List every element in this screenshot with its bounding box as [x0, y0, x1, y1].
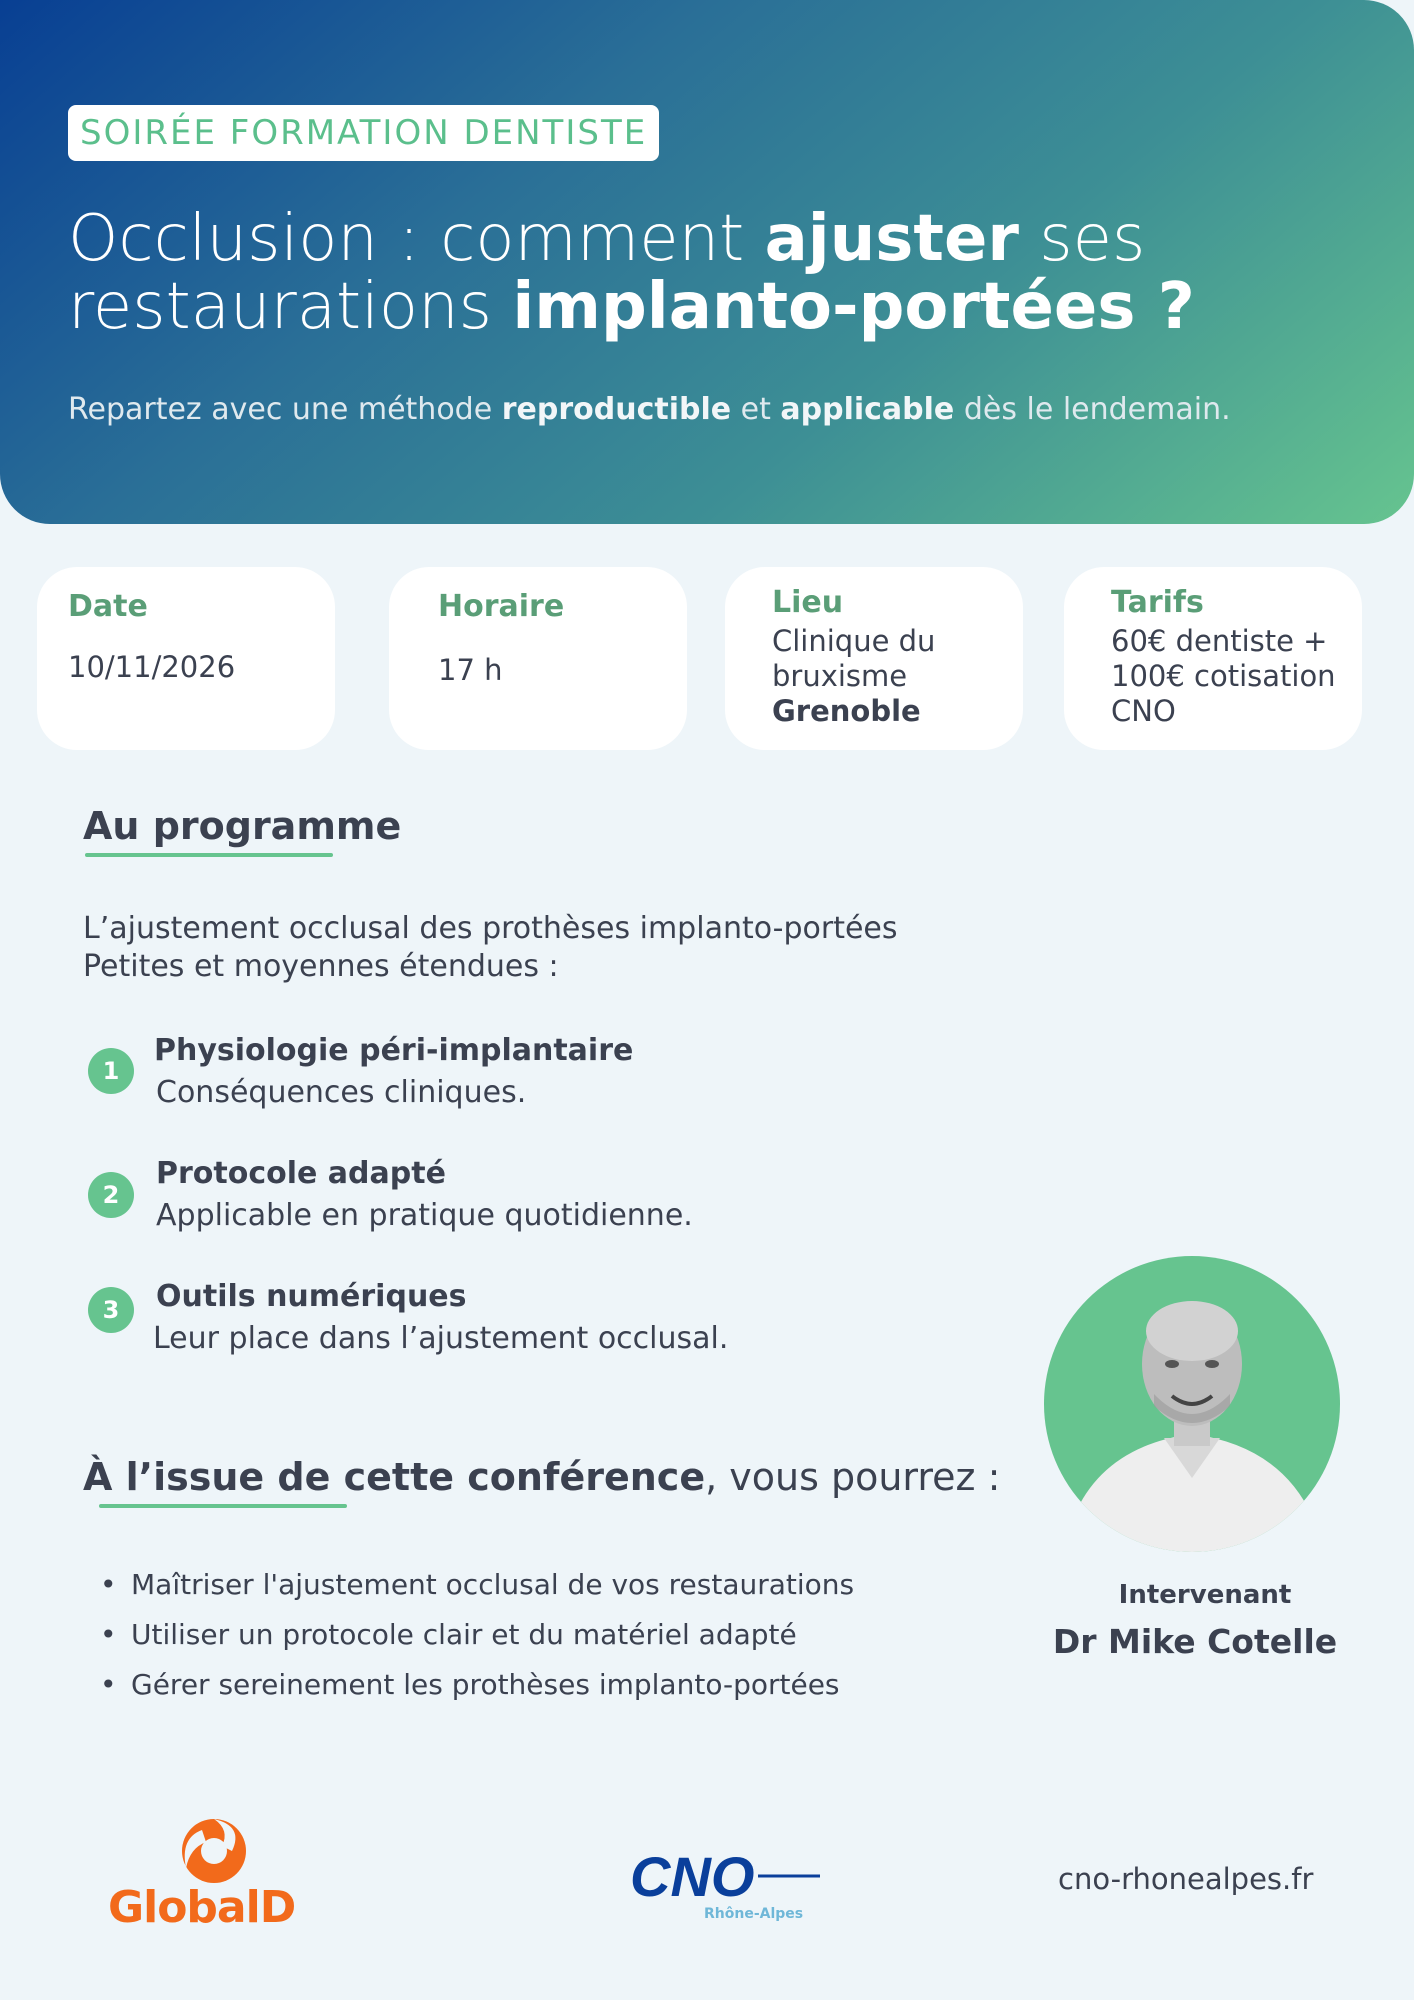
outcomes-list	[100, 1565, 854, 1715]
time-card	[389, 567, 687, 750]
event-subtitle	[68, 390, 1388, 430]
place-line: bruxisme	[772, 659, 908, 693]
place-line: Clinique du	[772, 624, 936, 658]
subtitle-part: et	[731, 392, 781, 427]
hero-banner	[0, 0, 1414, 524]
program-title-underline	[85, 853, 333, 857]
place-value	[772, 624, 935, 729]
website-link[interactable]: cno-rhonealpes.fr	[1058, 1862, 1314, 1896]
global-d-logo-icon	[174, 1816, 254, 1886]
title-part: restaurations	[68, 270, 513, 344]
price-line: 100€ cotisation	[1111, 659, 1336, 693]
subtitle-part: dès le lendemain.	[954, 392, 1231, 427]
event-title	[68, 202, 1368, 344]
event-type-tag: SOIRÉE FORMATION DENTISTE	[68, 105, 659, 161]
title-part: ses	[1018, 202, 1146, 276]
price-card	[1064, 567, 1362, 750]
place-label: Lieu	[772, 585, 844, 620]
step-title-2: Protocole adapté	[156, 1156, 446, 1191]
subtitle-emphasis: applicable	[780, 392, 955, 427]
outcomes-title	[83, 1455, 1000, 1499]
price-line: 60€ dentiste +	[1111, 624, 1328, 658]
speaker-name: Dr Mike Cotelle	[1052, 1622, 1338, 1661]
program-title: Au programme	[83, 804, 402, 848]
outcomes-title-bold: À l’issue de cette conférence	[83, 1455, 706, 1499]
title-emphasis: implanto-portées ?	[512, 270, 1195, 344]
step-number-2: 2	[88, 1172, 134, 1218]
intro-line: Petites et moyennes étendues :	[83, 949, 559, 984]
outcomes-title-rest: , vous pourrez :	[705, 1455, 1001, 1499]
intro-line: L’ajustement occlusal des prothèses implanto-portées	[83, 911, 898, 946]
list-item: • Gérer sereinement les prothèses implanto-portées	[100, 1665, 854, 1715]
place-city: Grenoble	[772, 694, 921, 728]
global-d-logo	[108, 1816, 318, 1936]
title-part: Occlusion : comment	[68, 202, 765, 276]
step-desc-3: Leur place dans l’ajustement occlusal.	[153, 1321, 729, 1356]
date-value: 10/11/2026	[68, 650, 236, 684]
time-label: Horaire	[438, 589, 565, 624]
time-value: 17 h	[438, 653, 503, 687]
subtitle-emphasis: reproductible	[501, 392, 732, 427]
program-intro	[83, 910, 898, 986]
list-item: • Maîtriser l'ajustement occlusal de vos restaurations	[100, 1565, 854, 1615]
speaker-photo	[1044, 1256, 1340, 1552]
title-emphasis: ajuster	[764, 202, 1019, 276]
cno-logo-mark	[628, 1846, 828, 1908]
step-number-1: 1	[88, 1048, 134, 1094]
price-value	[1111, 624, 1336, 729]
subtitle-part: Repartez avec une méthode	[68, 392, 502, 427]
step-title-1: Physiologie péri-implantaire	[154, 1033, 634, 1068]
speaker-label: Intervenant	[1118, 1580, 1292, 1610]
cno-logo-text: CNO	[630, 1846, 755, 1908]
list-item: • Utiliser un protocole clair et du matériel adapté	[100, 1615, 854, 1665]
price-line: CNO	[1111, 694, 1176, 728]
cno-logo-subtitle: Rhône-Alpes	[704, 1906, 804, 1922]
step-desc-1: Conséquences cliniques.	[156, 1075, 527, 1110]
step-number-3: 3	[88, 1287, 134, 1333]
place-card	[725, 567, 1023, 750]
step-desc-2: Applicable en pratique quotidienne.	[156, 1198, 693, 1233]
cno-logo	[628, 1846, 828, 1926]
date-card	[37, 567, 335, 750]
step-title-3: Outils numériques	[156, 1279, 467, 1314]
price-label: Tarifs	[1111, 585, 1204, 620]
global-d-logo-text: GlobalD	[108, 1882, 296, 1933]
date-label: Date	[68, 589, 148, 624]
outcomes-title-underline	[99, 1504, 347, 1508]
speaker-photo-illustration	[1044, 1256, 1340, 1552]
